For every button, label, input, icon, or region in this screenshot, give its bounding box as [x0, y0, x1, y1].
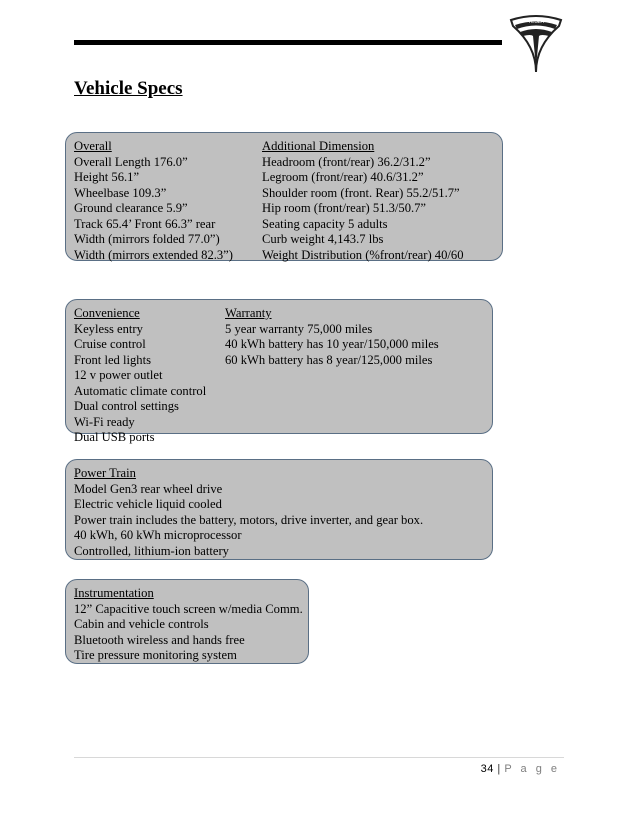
power-train-heading: Power Train [74, 466, 136, 480]
list-item: Cabin and vehicle controls [74, 617, 209, 631]
power-train-column [74, 466, 423, 559]
list-item: Shoulder room (front. Rear) 55.2/51.7” [262, 185, 460, 200]
list-item: 60 kWh battery has 8 year/125,000 miles [225, 352, 433, 367]
footer-rule [74, 757, 564, 758]
tesla-logo [505, 12, 567, 76]
list-item: Width (mirrors folded 77.0”) [74, 232, 220, 246]
list-item: 40 kWh battery has 10 year/150,000 miles [225, 337, 439, 351]
list-item: Seating capacity 5 adults [262, 216, 388, 231]
warranty-column [225, 306, 439, 368]
convenience-heading: Convenience [74, 306, 140, 320]
list-item: Curb weight 4,143.7 lbs [262, 232, 384, 246]
footer-separator: | [497, 763, 501, 775]
list-item: Front led lights [74, 352, 151, 367]
list-item: Ground clearance 5.9” [74, 201, 188, 215]
list-item: Wi-Fi ready [74, 414, 135, 429]
list-item: Tire pressure monitoring system [74, 648, 237, 662]
power-train-box [65, 459, 493, 560]
list-item: 5 year warranty 75,000 miles [225, 321, 373, 336]
instrumentation-box [65, 579, 309, 664]
warranty-heading: Warranty [225, 306, 272, 320]
list-item: Power train includes the battery, motors, drive inverter, and gear box. [74, 512, 424, 527]
additional-dimension-column [262, 139, 464, 263]
overall-specs-box [65, 132, 503, 261]
header-rule [74, 40, 502, 45]
list-item: 12” Capacitive touch screen w/media Comm. [74, 601, 303, 616]
convenience-column [74, 306, 206, 446]
logo-text: TESLA [528, 19, 544, 25]
list-item: Cruise control [74, 337, 146, 351]
list-item: Controlled, lithium-ion battery [74, 543, 229, 558]
instrumentation-column [74, 586, 303, 664]
overall-column [74, 139, 233, 263]
list-item: Overall Length 176.0” [74, 154, 188, 169]
list-item: Track 65.4’ Front 66.3” rear [74, 216, 216, 231]
list-item: Automatic climate control [74, 383, 207, 398]
page-footer [481, 763, 560, 775]
list-item: Width (mirrors extended 82.3”) [74, 247, 233, 262]
list-item: Model Gen3 rear wheel drive [74, 481, 223, 496]
overall-heading: Overall [74, 139, 112, 153]
additional-dimension-heading: Additional Dimension [262, 139, 375, 153]
list-item: Legroom (front/rear) 40.6/31.2” [262, 170, 424, 184]
list-item: Dual USB ports [74, 430, 155, 444]
page-title: Vehicle Specs [74, 78, 183, 99]
page-label: P a g e [504, 763, 560, 775]
convenience-warranty-box [65, 299, 493, 444]
list-item: Height 56.1” [74, 170, 140, 184]
instrumentation-heading: Instrumentation [74, 586, 154, 600]
list-item: Wheelbase 109.3” [74, 185, 167, 200]
list-item: Hip room (front/rear) 51.3/50.7” [262, 201, 427, 215]
list-item: 12 v power outlet [74, 368, 163, 382]
list-item: Headroom (front/rear) 36.2/31.2” [262, 154, 431, 169]
list-item: Keyless entry [74, 321, 143, 336]
list-item: Weight Distribution (%front/rear) 40/60 [262, 247, 464, 262]
list-item: Bluetooth wireless and hands free [74, 632, 245, 647]
list-item: Electric vehicle liquid cooled [74, 497, 222, 511]
list-item: Dual control settings [74, 399, 179, 413]
list-item: 40 kWh, 60 kWh microprocessor [74, 528, 242, 542]
page-number: 34 [480, 763, 494, 775]
